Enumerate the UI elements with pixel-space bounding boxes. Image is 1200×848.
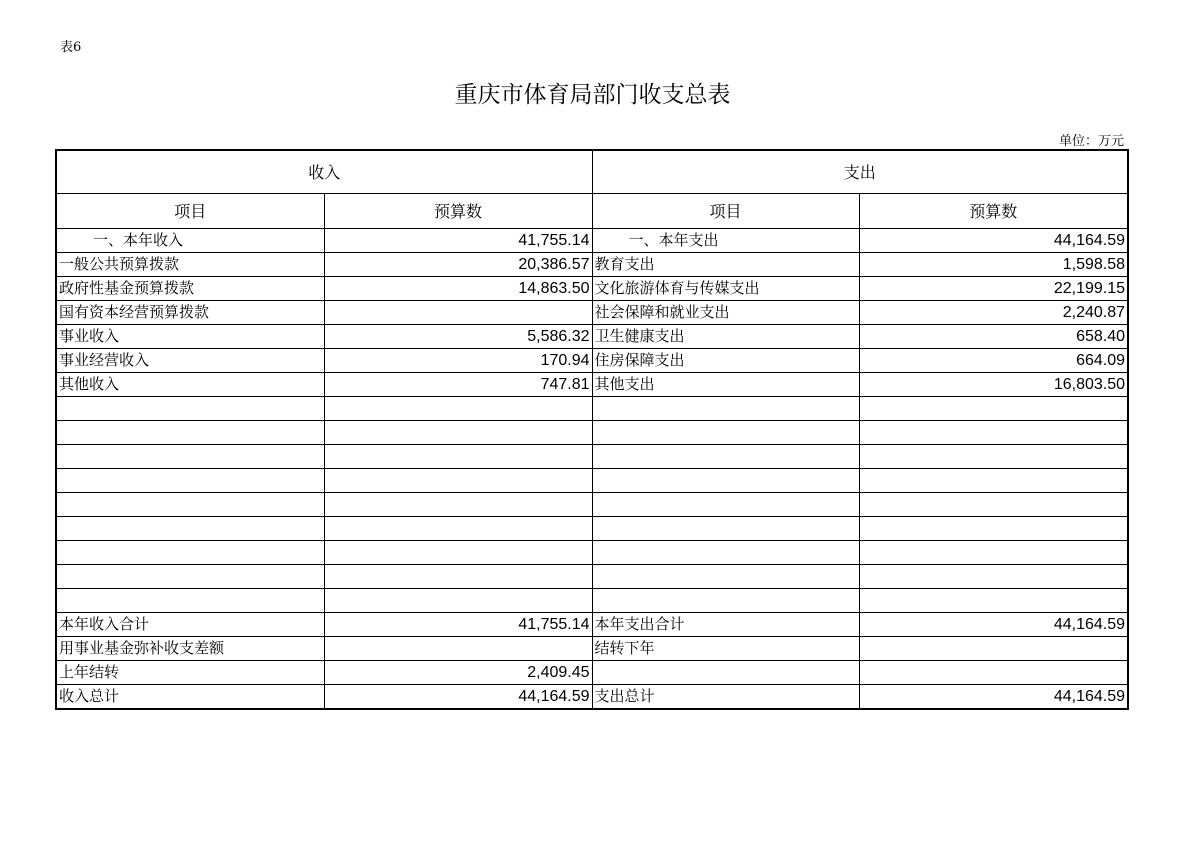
table-row bbox=[56, 541, 1128, 565]
income-item-cell: 上年结转 bbox=[56, 661, 324, 685]
expense-item-cell: 一、本年支出 bbox=[592, 229, 859, 253]
expense-value-cell: 44,164.59 bbox=[859, 685, 1128, 710]
table-row bbox=[56, 685, 1128, 710]
expense-item-cell bbox=[592, 469, 859, 493]
income-value-cell bbox=[324, 421, 592, 445]
income-header: 收入 bbox=[56, 150, 592, 194]
income-item-cell bbox=[56, 493, 324, 517]
income-value-cell: 44,164.59 bbox=[324, 685, 592, 710]
income-item-cell: 政府性基金预算拨款 bbox=[56, 277, 324, 301]
income-value-cell bbox=[324, 565, 592, 589]
income-value-cell bbox=[324, 469, 592, 493]
table-row bbox=[56, 637, 1128, 661]
expense-item-cell: 住房保障支出 bbox=[592, 349, 859, 373]
expense-item-cell: 结转下年 bbox=[592, 637, 859, 661]
income-item-cell bbox=[56, 589, 324, 613]
expense-item-cell bbox=[592, 421, 859, 445]
income-item-cell bbox=[56, 565, 324, 589]
table-row bbox=[56, 373, 1128, 397]
column-header-row bbox=[56, 194, 1128, 229]
table-row bbox=[56, 421, 1128, 445]
income-item-cell bbox=[56, 445, 324, 469]
income-item-cell: 收入总计 bbox=[56, 685, 324, 710]
table-row bbox=[56, 613, 1128, 637]
expense-item-cell bbox=[592, 565, 859, 589]
income-value-cell: 14,863.50 bbox=[324, 277, 592, 301]
expense-value-cell: 2,240.87 bbox=[859, 301, 1128, 325]
income-value-cell: 20,386.57 bbox=[324, 253, 592, 277]
table-row bbox=[56, 325, 1128, 349]
table-row bbox=[56, 661, 1128, 685]
income-value-cell bbox=[324, 637, 592, 661]
income-item-cell: 用事业基金弥补收支差额 bbox=[56, 637, 324, 661]
expense-item-cell bbox=[592, 397, 859, 421]
table-row bbox=[56, 517, 1128, 541]
income-value-cell: 2,409.45 bbox=[324, 661, 592, 685]
income-value-cell bbox=[324, 589, 592, 613]
expense-item-cell: 其他支出 bbox=[592, 373, 859, 397]
income-value-cell bbox=[324, 517, 592, 541]
income-value-cell bbox=[324, 445, 592, 469]
expense-value-cell bbox=[859, 517, 1128, 541]
expense-value-cell bbox=[859, 589, 1128, 613]
sheet-label: 表6 bbox=[60, 40, 82, 55]
income-item-cell: 事业收入 bbox=[56, 325, 324, 349]
expense-value-cell bbox=[859, 541, 1128, 565]
income-value-cell bbox=[324, 397, 592, 421]
expense-item-cell bbox=[592, 517, 859, 541]
income-item-cell: 一般公共预算拨款 bbox=[56, 253, 324, 277]
income-value-cell bbox=[324, 493, 592, 517]
table-row bbox=[56, 589, 1128, 613]
table-row bbox=[56, 397, 1128, 421]
expense-item-cell bbox=[592, 493, 859, 517]
page-title: 重庆市体育局部门收支总表 bbox=[454, 82, 731, 108]
table-row bbox=[56, 301, 1128, 325]
income-value-cell: 41,755.14 bbox=[324, 613, 592, 637]
table-row bbox=[56, 229, 1128, 253]
expense-value-cell: 44,164.59 bbox=[859, 613, 1128, 637]
table-row bbox=[56, 565, 1128, 589]
expense-item-cell: 卫生健康支出 bbox=[592, 325, 859, 349]
table-row bbox=[56, 469, 1128, 493]
unit-label: 单位：万元 bbox=[1058, 134, 1124, 149]
income-value-cell: 5,586.32 bbox=[324, 325, 592, 349]
income-expense-table bbox=[55, 149, 1129, 710]
expense-value-cell: 22,199.15 bbox=[859, 277, 1128, 301]
expense-value-cell: 44,164.59 bbox=[859, 229, 1128, 253]
expense-value-cell bbox=[859, 565, 1128, 589]
income-item-cell: 事业经营收入 bbox=[56, 349, 324, 373]
table-row bbox=[56, 493, 1128, 517]
income-item-cell: 一、本年收入 bbox=[56, 229, 324, 253]
income-item-cell bbox=[56, 517, 324, 541]
expense-item-cell bbox=[592, 541, 859, 565]
income-value-cell bbox=[324, 541, 592, 565]
expense-value-cell bbox=[859, 469, 1128, 493]
expense-item-cell bbox=[592, 661, 859, 685]
expense-value-cell: 658.40 bbox=[859, 325, 1128, 349]
income-item-cell bbox=[56, 469, 324, 493]
income-item-cell bbox=[56, 397, 324, 421]
expense-budget-header: 预算数 bbox=[859, 194, 1128, 229]
income-value-cell: 747.81 bbox=[324, 373, 592, 397]
expense-item-cell: 教育支出 bbox=[592, 253, 859, 277]
expense-value-cell bbox=[859, 421, 1128, 445]
expense-header: 支出 bbox=[592, 150, 1128, 194]
income-value-cell bbox=[324, 301, 592, 325]
expense-item-cell: 支出总计 bbox=[592, 685, 859, 710]
table-row bbox=[56, 277, 1128, 301]
income-item-cell bbox=[56, 421, 324, 445]
income-value-cell: 170.94 bbox=[324, 349, 592, 373]
expense-value-cell: 16,803.50 bbox=[859, 373, 1128, 397]
table-row bbox=[56, 349, 1128, 373]
income-item-header: 项目 bbox=[56, 194, 324, 229]
expense-item-header: 项目 bbox=[592, 194, 859, 229]
expense-value-cell bbox=[859, 661, 1128, 685]
expense-value-cell bbox=[859, 637, 1128, 661]
expense-value-cell bbox=[859, 397, 1128, 421]
expense-item-cell: 本年支出合计 bbox=[592, 613, 859, 637]
expense-value-cell bbox=[859, 493, 1128, 517]
income-item-cell: 国有资本经营预算拨款 bbox=[56, 301, 324, 325]
expense-item-cell: 文化旅游体育与传媒支出 bbox=[592, 277, 859, 301]
expense-value-cell bbox=[859, 445, 1128, 469]
income-item-cell: 其他收入 bbox=[56, 373, 324, 397]
table-row bbox=[56, 253, 1128, 277]
expense-item-cell: 社会保障和就业支出 bbox=[592, 301, 859, 325]
table-row bbox=[56, 445, 1128, 469]
income-budget-header: 预算数 bbox=[324, 194, 592, 229]
income-value-cell: 41,755.14 bbox=[324, 229, 592, 253]
income-item-cell: 本年收入合计 bbox=[56, 613, 324, 637]
section-header-row bbox=[56, 150, 1128, 194]
expense-item-cell bbox=[592, 589, 859, 613]
expense-value-cell: 1,598.58 bbox=[859, 253, 1128, 277]
expense-value-cell: 664.09 bbox=[859, 349, 1128, 373]
expense-item-cell bbox=[592, 445, 859, 469]
income-item-cell bbox=[56, 541, 324, 565]
